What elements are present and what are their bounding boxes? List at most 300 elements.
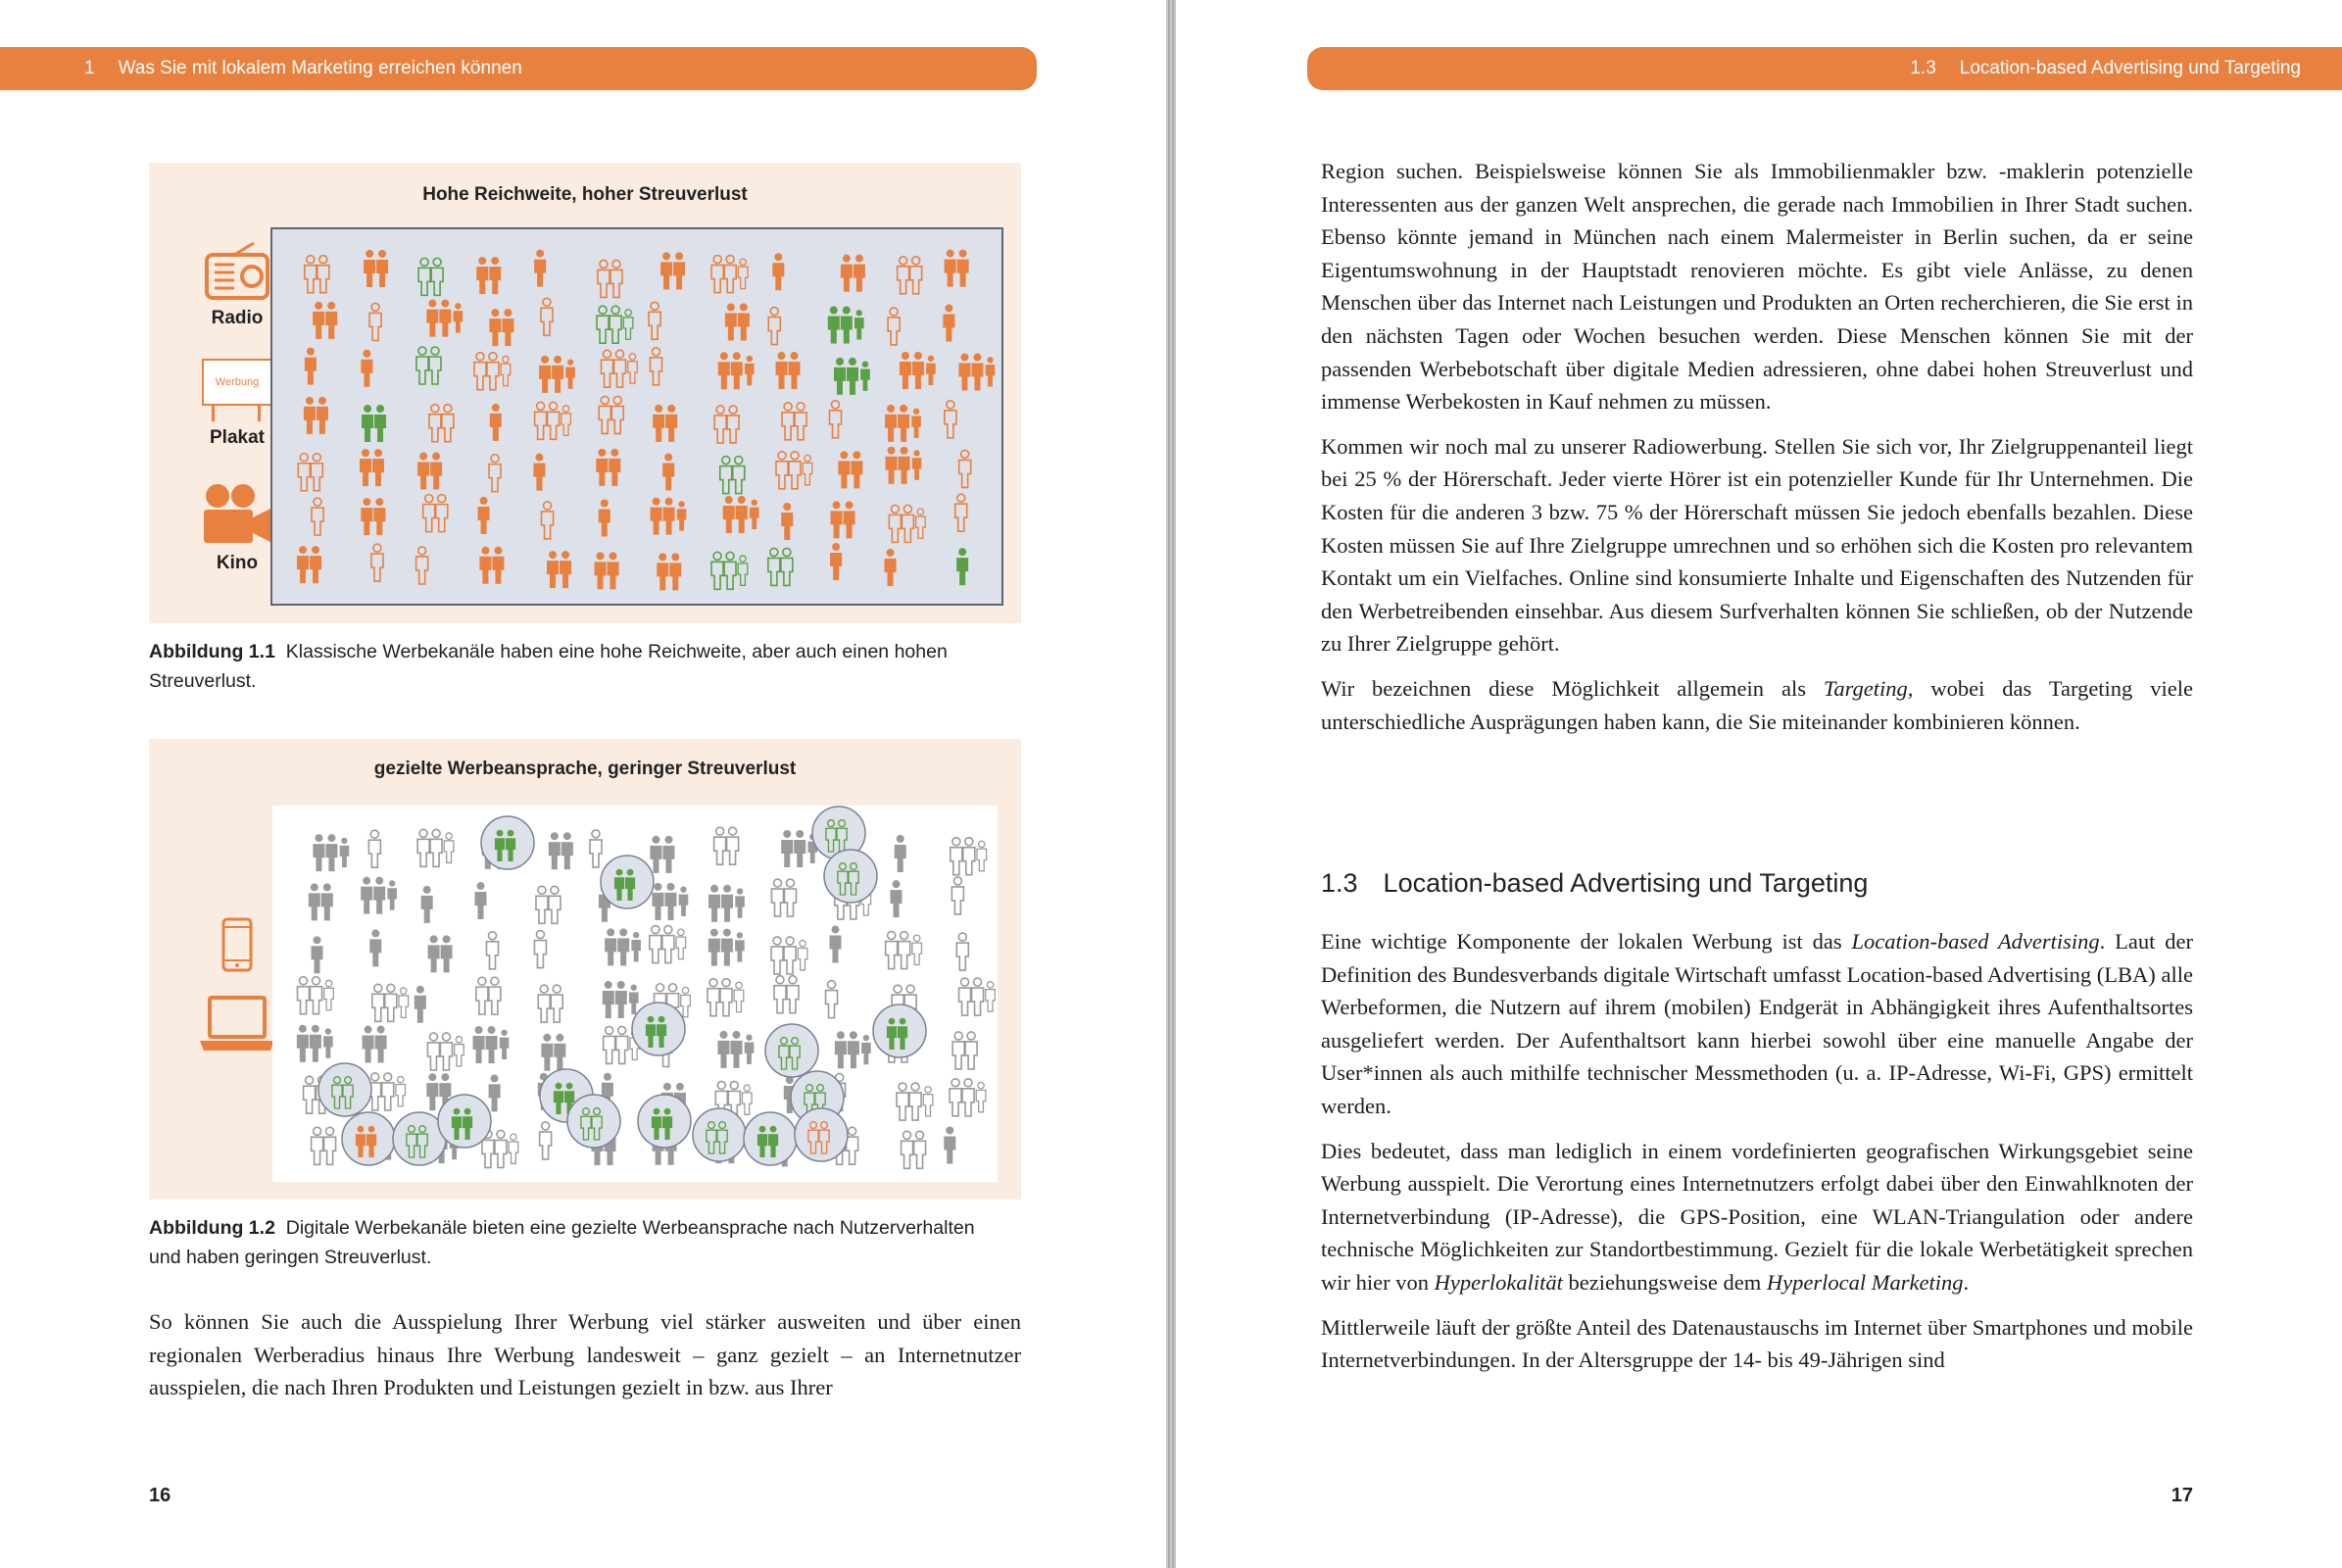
paragraph-targeting: Wir bezeichnen diese Möglichkeit allgemein als Targeting, wobei das Targeting viele unterschiedliche Ausprägungen haben kann, die Sie miteinander kombinieren können. [1321,675,2193,734]
person-icon [309,883,320,920]
person-icon [652,883,663,920]
person-icon [669,553,681,590]
person-icon [360,449,371,486]
person-icon [957,250,969,287]
person-icon [768,308,780,345]
person-icon [628,354,638,383]
figure-1-1-title: Hohe Reichweite, hoher Streuverlust [422,184,748,205]
person-icon [795,403,806,440]
figure-1-1-caption-text: Klassische Werbekanäle haben eine hohe Reichweite, aber auch einen hohen Streuverlust. [149,641,948,692]
person-icon [617,928,629,965]
right-page [1174,0,2342,1568]
person-icon [900,352,911,389]
person-icon [310,1025,321,1062]
person-icon [324,980,334,1009]
person-icon [714,406,726,443]
person-icon [945,250,956,287]
person-icon [387,880,397,909]
person-icon [720,979,732,1016]
person-icon [943,304,954,341]
person-icon [898,405,909,442]
person-icon [486,1026,498,1063]
figure-1-2-caption-text: Digitale Werbekanäle bieten eine gezielte Werbeansprache nach Nutzerverhalten und haben geringen Streuverlust. [149,1217,975,1268]
person-icon [590,830,602,867]
person-icon [772,253,784,290]
person-icon [891,880,903,917]
channel-radio-label: Radio [211,308,264,328]
figure-1-1-caption [149,637,1011,696]
person-icon [794,830,805,867]
person-icon [750,500,759,529]
person-icon [899,447,910,484]
person-icon [834,358,846,395]
person-icon [361,877,372,914]
person-icon [426,300,438,337]
person-icon [312,498,323,535]
person-icon [708,929,720,966]
figure-1-1-caption-label: Abbildung 1.1 [149,641,275,662]
section-heading-number: 1.3 [1321,868,1358,898]
person-icon [324,1127,336,1164]
person-icon [596,449,608,486]
person-icon [416,547,428,584]
person-icon [677,501,687,530]
person-icon [551,985,562,1022]
person-icon [489,257,501,294]
person-icon [535,402,547,439]
person-icon [848,1031,859,1068]
person-icon [886,447,898,484]
person-icon [486,932,498,969]
person-icon [311,936,322,973]
person-icon [965,1032,977,1069]
person-icon [720,457,732,494]
crowd-figures [272,229,1001,604]
person-icon [423,495,435,532]
person-icon [313,302,324,339]
person-icon [376,250,388,287]
person-icon [297,546,309,583]
person-icon [310,546,321,583]
person-icon [548,402,560,439]
person-icon [721,885,733,922]
person-icon [664,883,676,920]
person-icon [731,352,743,389]
person-icon [428,935,440,972]
person-icon [602,350,613,387]
person-icon [565,359,575,388]
person-icon [444,833,454,862]
person-icon [325,834,337,871]
person-icon [368,830,380,867]
paragraph-mobile: Mittlerweile läuft der größte Anteil des Datenaustauschs im Internet über Smartphones und mobile Internetverbindungen. In der Altersgruppe der 14- bis 49-Jährigen sind [1321,1314,2193,1373]
person-icon [649,302,660,339]
person-icon [372,449,384,486]
person-icon [311,977,322,1014]
chapter-number: 1 [84,58,95,78]
person-icon [502,309,513,346]
page-number-left: 16 [149,1485,171,1506]
person-icon [611,396,623,433]
person-icon [912,450,922,479]
person-icon [439,300,451,337]
person-icon [631,932,641,961]
person-icon [431,258,443,295]
figure-1-2 [149,739,1021,1200]
person-icon [313,834,324,871]
person-icon [539,356,551,393]
person-icon [962,1079,974,1116]
person-icon [681,987,691,1016]
person-icon [951,838,962,875]
person-icon [952,1032,964,1069]
person-icon [895,835,906,872]
person-icon [487,353,499,390]
person-icon [372,984,384,1021]
person-icon [717,1031,729,1068]
person-icon [711,552,723,589]
left-paragraph: So können Sie auch die Ausspielung Ihrer Werbung viel stärker ausweiten und über einen regionalen Werberadius hinaus Ihre Werbung landesweit – ganz gezielt – an Internetnutzer ausspielen, die nach Ihren Produkten und Leistungen gezielt in bzw. aus Ihrer [149,1309,1021,1400]
page-number-right: 17 [2171,1485,2193,1506]
person-icon [886,932,898,969]
person-icon [442,405,454,442]
person-icon [734,982,744,1011]
person-icon [771,879,783,916]
person-icon [298,454,310,491]
person-icon [844,501,855,538]
section-header [1307,47,2342,90]
person-icon [945,401,956,438]
person-icon [311,454,322,491]
person-icon [958,354,970,391]
person-icon [847,358,858,395]
person-icon [885,405,897,442]
person-icon [803,455,812,484]
person-icon [910,257,922,294]
section-number: 1.3 [1910,58,1936,78]
person-icon [781,503,793,540]
person-icon [723,496,735,533]
person-icon [885,549,897,586]
person-icon [538,985,550,1022]
person-icon [598,260,610,297]
person-icon [830,401,842,438]
person-icon [489,455,501,492]
laptop-icon [198,994,276,1054]
person-icon [851,451,862,488]
billboard-icon [202,359,272,421]
person-icon [417,453,429,490]
person-icon [923,1087,933,1116]
person-icon [733,457,745,494]
person-icon [986,357,996,386]
crowd-mass-audience [270,227,1003,606]
term-hyperlokalitaet: Hyperlokalität [1434,1269,1563,1295]
person-icon [738,303,750,340]
figure-1-2-title: gezielte Werbeansprache, geringer Streuverlust [373,759,797,779]
person-icon [909,1083,921,1120]
term-lba: Location-based Advertising [1851,929,2100,954]
person-icon [707,979,719,1016]
person-icon [736,496,748,533]
right-body-bottom [1321,925,2193,1389]
term-hyperlocal-marketing: Hyperlocal Marketing [1766,1269,1964,1295]
person-icon [418,258,430,295]
person-icon [474,353,486,390]
person-icon [835,1031,847,1068]
person-icon [776,352,788,389]
person-icon [429,405,441,442]
person-icon [738,556,748,585]
crowd-targeted-audience [272,806,998,1182]
person-icon [826,981,838,1018]
crowd-figures-targeted [272,806,998,1182]
person-icon [416,347,428,384]
person-icon [828,306,840,343]
person-icon [323,1028,333,1057]
person-icon [304,1076,316,1113]
person-icon [662,836,674,873]
person-icon [454,303,464,332]
person-icon [305,256,317,293]
person-icon [476,977,488,1014]
person-icon [787,976,799,1013]
person-icon [735,888,745,917]
person-icon [369,929,381,966]
person-icon [972,978,984,1015]
person-icon [473,1026,485,1063]
person-icon [609,449,620,486]
paragraph-region: Region suchen. Beispielsweise können Sie als Immobilienmakler bzw. -maklerin potenzielle Interessenten aus der ganzen Welt ansprechen, die gerade nach Immobilien in Ihrer Stadt suchen. Ebenso könnte jemand in München nach einem Malermeister in Berlin suchen, da er seine Eigentumswohnung in der Hauptstadt renovieren möchte. Es gibt viele Anlässe, zu denen Menschen über das Internet nach Leistungen und Produkten an Orten recherchieren, die Sie erst in den nächsten Tagen oder Wochen besuchen werden. Diese Menschen können Sie mit der passenden Werbebotschaft über digitale Medien adressieren, ohne dabei hohen Streuverlust und immense Werbekosten in Kauf nehmen zu müssen. [1321,159,2193,415]
person-icon [784,879,796,916]
person-icon [441,935,453,972]
person-icon [650,836,661,873]
person-icon [304,397,316,434]
person-icon [841,255,853,292]
person-icon [455,1037,464,1066]
person-icon [902,505,913,542]
person-icon [902,1131,913,1168]
person-icon [549,832,561,869]
person-icon [361,498,372,535]
person-icon [781,548,793,585]
section-title: Location-based Advertising und Targeting [1959,58,2301,78]
person-icon [912,352,924,389]
person-icon [554,1034,565,1071]
person-icon [830,926,842,963]
person-icon [430,453,442,490]
person-icon [373,498,385,535]
person-icon [724,552,736,589]
person-icon [610,306,621,343]
person-icon [662,453,674,490]
person-icon [597,306,609,343]
person-icon [776,452,788,489]
person-icon [653,405,664,442]
right-body-top [1321,155,2193,750]
person-icon [841,306,853,343]
person-icon [426,1073,438,1110]
person-icon [478,497,490,534]
person-icon [492,547,504,584]
person-icon [977,841,987,870]
person-icon [317,256,329,293]
chapter-title: Was Sie mit lokalem Marketing erreichen können [118,58,522,78]
person-icon [599,500,610,537]
person-icon [399,988,409,1017]
person-icon [956,548,968,585]
person-icon [838,451,850,488]
figure-1-2-caption [149,1213,1011,1272]
person-icon [501,356,511,385]
person-icon [560,551,571,588]
person-icon [542,502,554,539]
person-icon [369,303,381,340]
person-icon [375,1026,387,1063]
person-icon [926,356,936,385]
radio-icon [203,241,271,302]
person-icon [549,886,561,923]
person-icon [738,259,748,288]
figure-1-2-caption-label: Abbildung 1.2 [149,1217,275,1239]
person-icon [362,405,373,442]
person-icon [534,931,546,968]
person-icon [417,829,429,866]
person-icon [533,454,545,491]
person-icon [657,553,668,590]
section-heading-title: Location-based Advertising und Targeting [1383,868,1869,898]
person-icon [784,937,796,974]
chapter-header [0,47,1037,90]
person-icon [951,877,963,914]
person-icon [676,929,686,958]
person-icon [971,354,983,391]
person-icon [916,509,926,538]
person-icon [421,886,433,923]
person-icon [798,941,807,970]
left-body-text [149,1305,1021,1416]
person-icon [541,298,553,335]
person-icon [603,981,614,1018]
person-icon [721,929,733,966]
person-icon [781,830,793,867]
person-icon [474,882,486,919]
person-icon [599,396,610,433]
person-icon [673,252,685,289]
person-icon [963,838,975,875]
person-icon [860,361,870,390]
person-icon [616,1026,628,1063]
person-icon [297,1025,309,1062]
person-icon [889,505,901,542]
person-icon [382,1073,394,1110]
person-icon [361,350,372,387]
person-icon [898,257,909,294]
person-icon [708,885,720,922]
person-icon [534,250,546,287]
person-icon [714,827,726,864]
paragraph-lba: Eine wichtige Komponente der lokalen Werbung ist das Location-based Advertising. Laut der Definition des Bundesverbands digitale Wirtschaft umfasst Location-based Advertising (LBA) alle Werbeformen, die Nutzern auf ihrem (mobilen) Endgerät in Abhängigkeit ihres Aufenthaltsortes ausgeliefert werden. Der Aufenthaltsort kann hierbei sowohl über eine manuelle Angabe der User*innen als auch mithilfe technischer Messmethoden (u. a. IP-Adresse, Wi-Fi, GPS) ermittelt werden. [1321,929,2193,1118]
person-icon [724,256,736,293]
section-heading [1321,868,1868,899]
person-icon [610,260,622,297]
person-icon [561,832,573,869]
person-icon [911,408,921,437]
person-icon [944,1126,955,1163]
paragraph-radio: Kommen wir noch mal zu unserer Radiowerbung. Stellen Sie sich vor, Ihr Zielgruppenanteil liegt bei 25 % der Hörerschaft. Jeder vierte Hörer ist ein potenzieller Kunde für Ihr Unternehmen. Die Kosten für die anderen 3 bzw. 75 % der Hörerschaft müssen Sie jedoch ebenfalls bezahlen. Diese Kosten müssen Sie auf Ihre Zielgruppe umrechnen und so erhöhen sich die Kosten pro relevantem Kontakt um ein Vielfaches. Online sind konsumierte Inhalte und Eigenschaften des Nutzenden für den Werbetreibenden einsehbar. Aus diesem Surfverhalten können Sie schließen, ob der Nutzende zu Ihrer Zielgruppe gehört. [1321,433,2193,657]
person-icon [665,405,677,442]
person-icon [317,397,328,434]
person-icon [305,348,317,385]
person-icon [321,883,333,920]
person-icon [340,838,350,867]
person-icon [298,977,310,1014]
person-icon [660,252,672,289]
person-icon [861,1035,871,1064]
person-icon [727,406,739,443]
term-targeting: Targeting [1823,675,1908,701]
person-icon [789,352,801,389]
person-icon [830,543,842,580]
person-icon [914,1131,926,1168]
person-icon [604,1026,615,1063]
person-icon [364,250,375,287]
person-icon [727,827,739,864]
person-icon [614,350,626,387]
billboard-sign-text: Werbung [202,359,272,406]
person-icon [490,404,502,441]
person-icon [615,981,627,1018]
person-icon [771,937,783,974]
person-icon [735,932,745,961]
person-icon [956,933,968,970]
person-icon [436,495,448,532]
smartphone-icon [218,917,257,972]
person-icon [912,935,922,964]
person-icon [774,976,786,1013]
person-icon [711,256,723,293]
person-icon [312,1127,323,1164]
person-icon [730,1031,742,1068]
person-icon [976,1082,986,1111]
channel-kino-label: Kino [216,553,259,573]
person-icon [540,1122,552,1159]
person-icon [745,356,755,385]
person-icon [363,1026,374,1063]
person-icon [650,926,661,963]
person-icon [725,303,737,340]
person-icon [552,356,563,393]
left-page [0,0,1168,1568]
person-icon [897,1083,908,1120]
person-icon [605,928,616,965]
person-icon [959,450,971,487]
person-icon [789,452,801,489]
person-icon [500,1030,510,1059]
channel-plakat-label: Plakat [210,427,265,448]
person-icon [662,926,674,963]
person-icon [489,1074,501,1111]
person-icon [831,501,843,538]
person-icon [536,886,548,923]
person-icon [495,1130,507,1167]
person-icon [629,985,639,1014]
person-icon [854,310,864,339]
person-icon [955,494,967,531]
person-icon [888,308,900,345]
person-icon [489,309,501,346]
person-icon [427,1033,439,1070]
